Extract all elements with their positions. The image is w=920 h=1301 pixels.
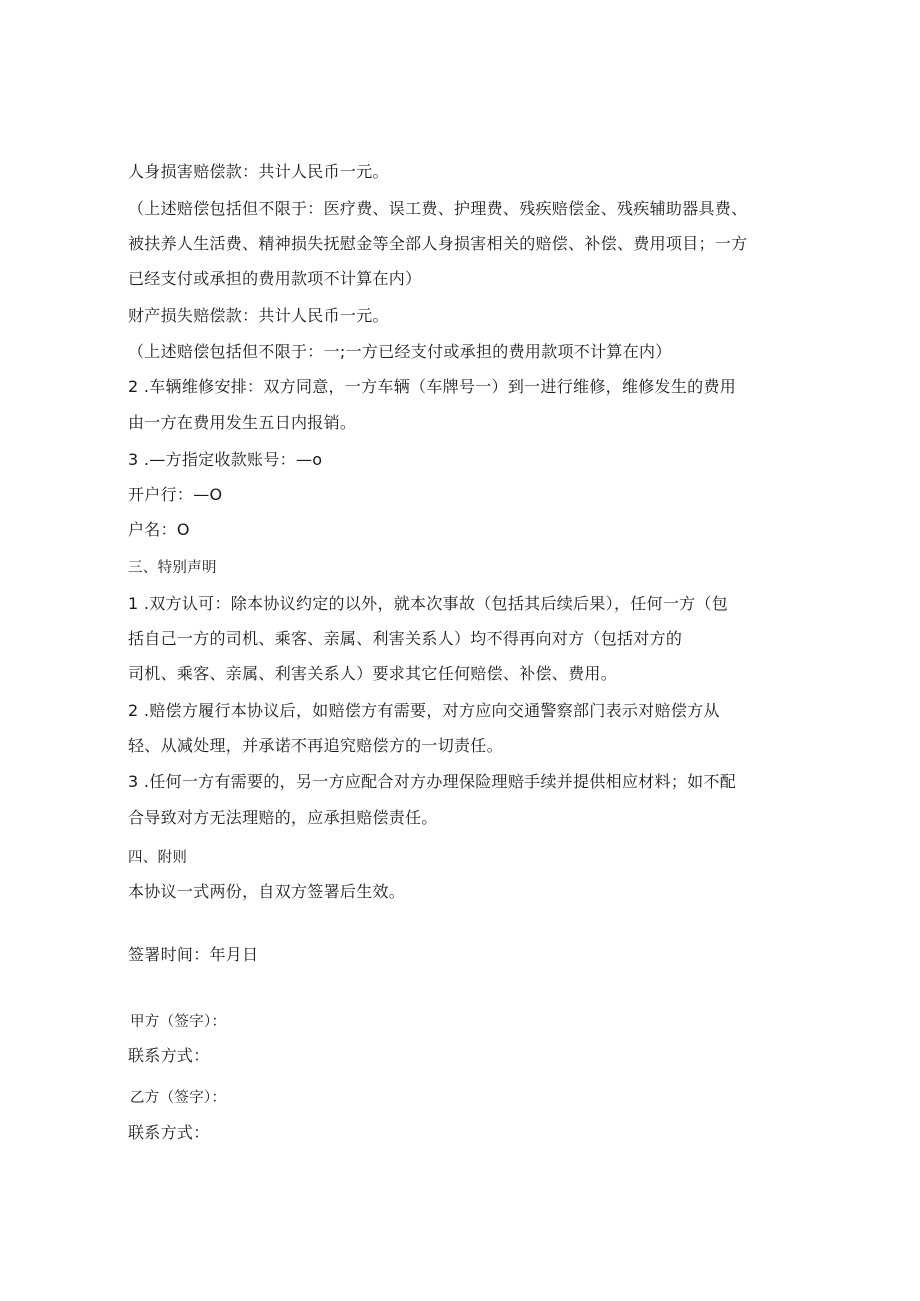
personal-injury-scope-line-3: 已经支付或承担的费用款项不计算在内） — [128, 269, 422, 288]
declaration-1-line-3: 司机、乘客、亲属、利害关系人）要求其它任何赔偿、补偿、费用。 — [128, 664, 618, 683]
clause-2-repair-line-1: 2 .车辆维修安排：双方同意，一方车辆（车牌号一）到一进行维修，维修发生的费用 — [128, 377, 737, 396]
declaration-3-line-2: 合导致对方无法理赔的，应承担赔偿责任。 — [128, 808, 438, 827]
personal-injury-scope-line-2: 被扶养人生活费、精神损失抚慰金等全部人身损害相关的赔偿、补偿、费用项目；一方 — [128, 234, 748, 253]
signing-date-line: 签署时间：年月日 — [128, 945, 259, 964]
party-a-signature-line: 甲方（签字）： — [130, 1014, 227, 1030]
section-4-heading: 四、附则 — [128, 850, 188, 866]
party-b-signature-line: 乙方（签字）： — [130, 1090, 227, 1106]
account-name-line: 户名：O — [128, 520, 190, 539]
bank-line: 开户行：—O — [128, 485, 223, 504]
declaration-3-line-1: 3 .任何一方有需要的，另一方应配合对方办理保险理赔手续并提供相应材料；如不配 — [128, 772, 737, 791]
party-b-contact-line: 联系方式： — [128, 1123, 210, 1142]
declaration-2-line-2: 轻、从减处理，并承诺不再追究赔偿方的一切责任。 — [128, 736, 503, 755]
property-loss-compensation-line: 财产损失赔偿款：共计人民币一元。 — [128, 306, 389, 325]
personal-injury-scope-line-1: （上述赔偿包括但不限于：医疗费、误工费、护理费、残疾赔偿金、残疾辅助器具费、 — [128, 199, 748, 218]
property-loss-scope-line: （上述赔偿包括但不限于：一;一方已经支付或承担的费用款项不计算在内） — [128, 342, 672, 361]
party-a-contact-line: 联系方式： — [128, 1046, 210, 1065]
effectiveness-line: 本协议一式两份，自双方签署后生效。 — [128, 882, 406, 901]
clause-3-account-line: 3 .—方指定收款账号：—o — [128, 450, 323, 469]
section-3-heading: 三、特别声明 — [128, 560, 217, 576]
declaration-1-line-1: 1 .双方认可：除本协议约定的以外，就本次事故（包括其后续后果），任何一方（包 — [128, 594, 729, 613]
personal-injury-compensation-line: 人身损害赔偿款：共计人民币一元。 — [128, 162, 389, 181]
clause-2-repair-line-2: 由一方在费用发生五日内报销。 — [128, 413, 357, 432]
declaration-2-line-1: 2 .赔偿方履行本协议后，如赔偿方有需要，对方应向交通警察部门表示对赔偿方从 — [128, 701, 720, 720]
declaration-1-line-2: 括自己一方的司机、乘客、亲属、利害关系人）均不得再向对方（包括对方的 — [128, 629, 683, 648]
